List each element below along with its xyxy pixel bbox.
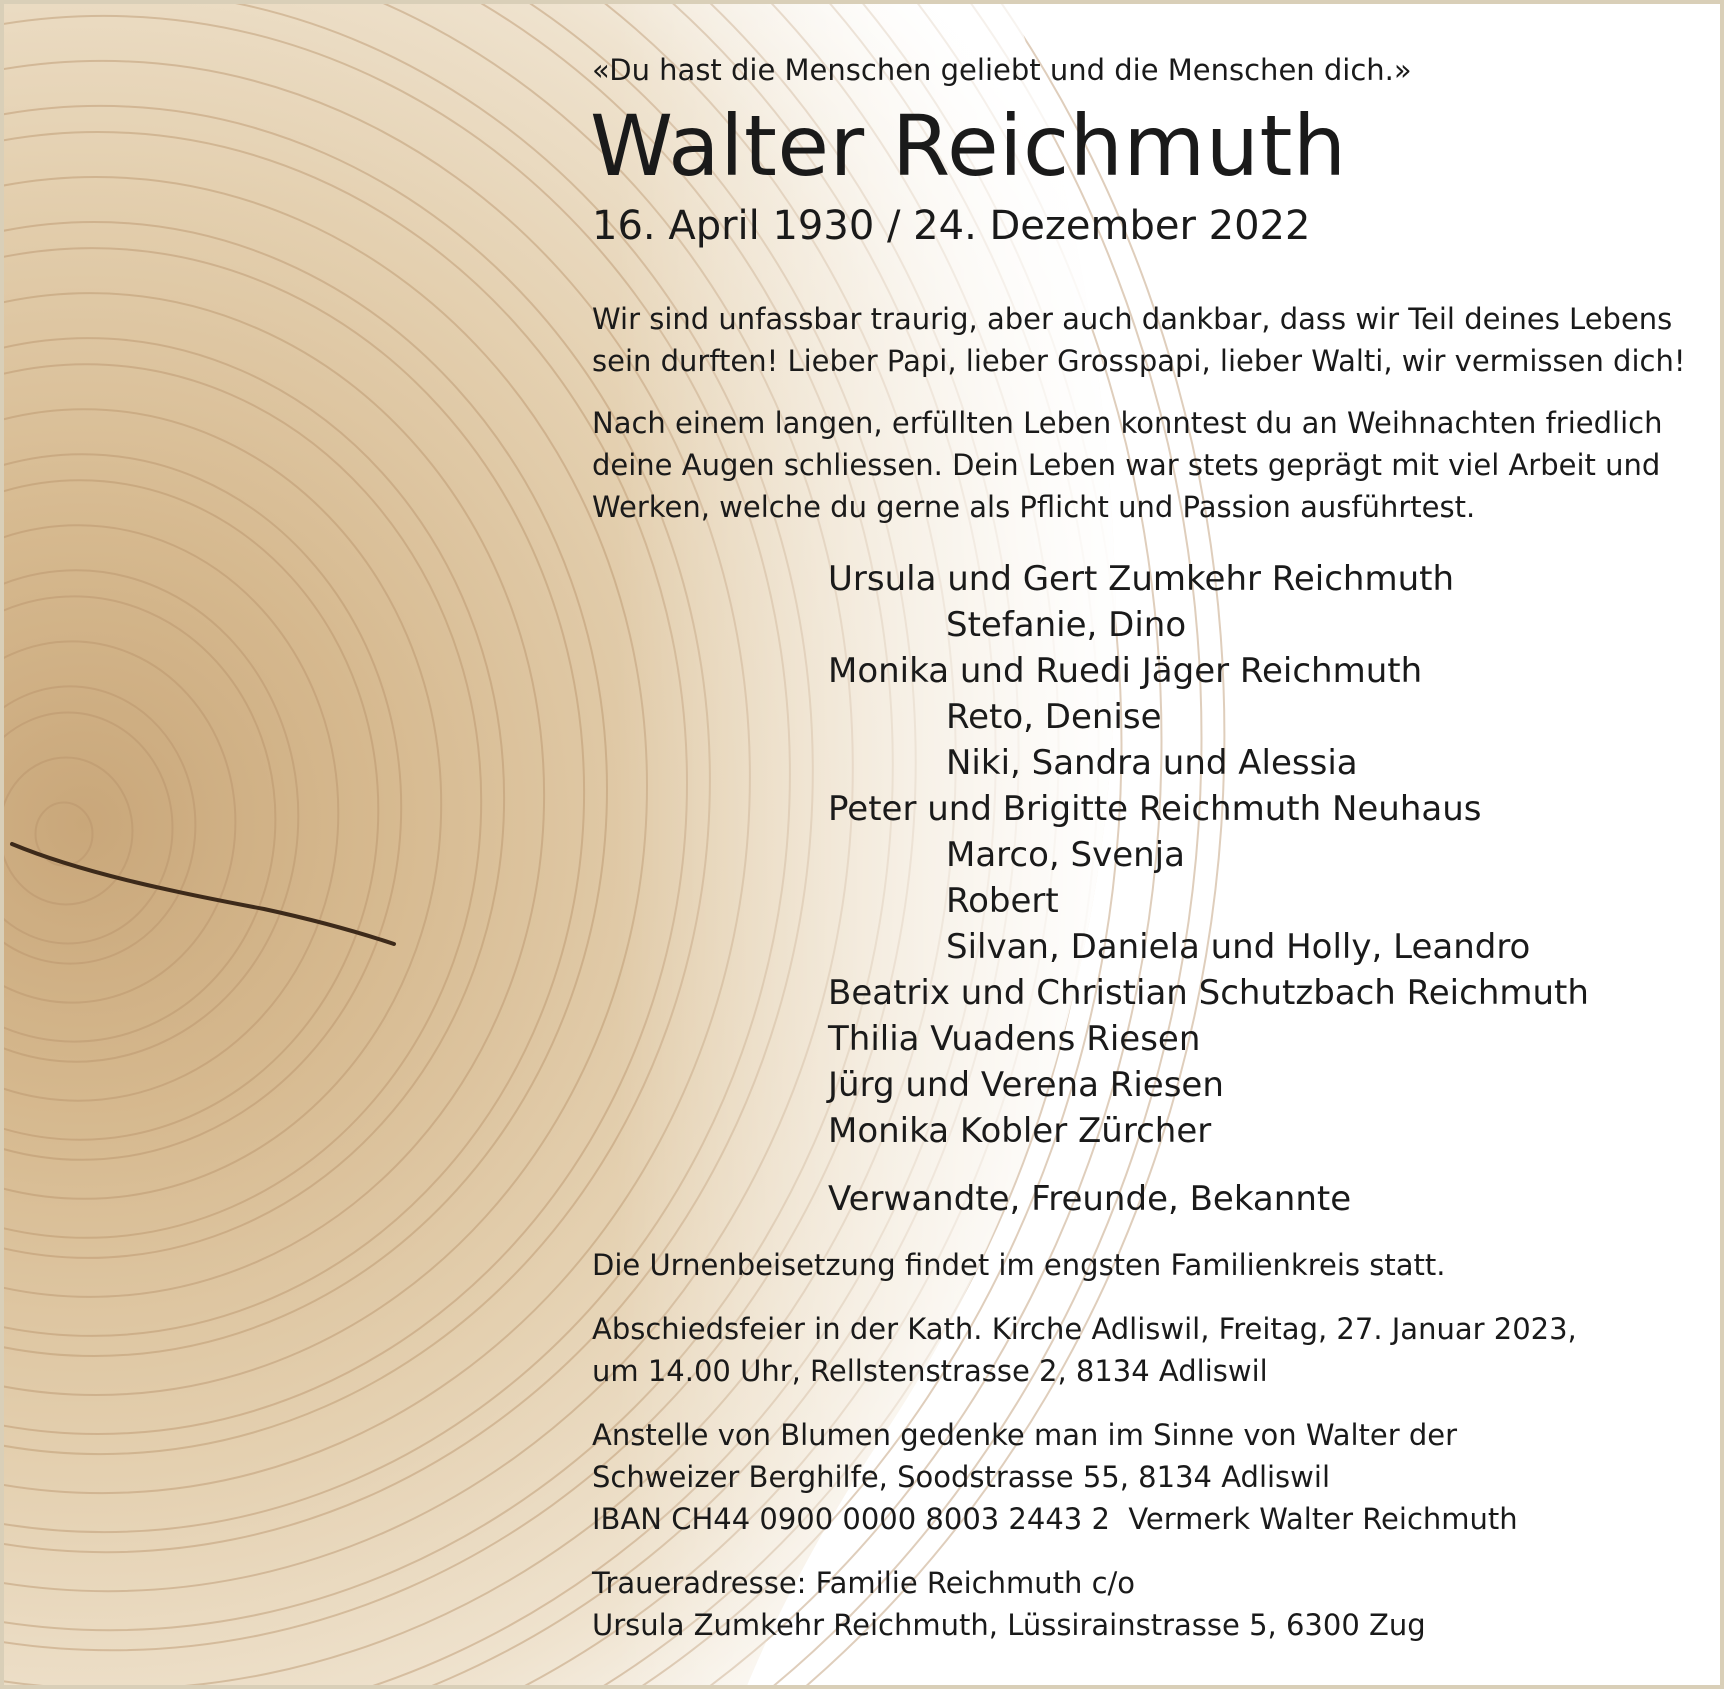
- mourner-family: Monika Kobler Zürcher: [828, 1111, 1212, 1151]
- text-line: Traueradresse: Familie Reichmuth c/o: [592, 1566, 1136, 1600]
- mourning-address: [592, 1562, 1702, 1646]
- ceremony-notice: [592, 1308, 1702, 1392]
- mourner-family: Monika und Ruedi Jäger Reichmuth: [828, 651, 1423, 691]
- life-dates: 16. April 1930 / 24. Dezember 2022: [592, 203, 1311, 249]
- text-line: Werken, welche du gerne als Pflicht und Passion ausführtest.: [592, 490, 1476, 524]
- mourner-family: Jürg und Verena Riesen: [828, 1065, 1224, 1105]
- tribute-paragraph-2: [592, 402, 1702, 528]
- mourner-child: Marco, Svenja: [946, 835, 1185, 875]
- text-line: Schweizer Berghilfe, Soodstrasse 55, 8134 Adliswil: [592, 1460, 1330, 1494]
- text-line: IBAN CH44 0900 0000 8003 2443 2 Vermerk Walter Reichmuth: [592, 1502, 1518, 1536]
- text-line: deine Augen schliessen. Dein Leben war stets geprägt mit viel Arbeit und: [592, 448, 1661, 482]
- text-line: Nach einem langen, erfüllten Leben konntest du an Weihnachten friedlich: [592, 406, 1663, 440]
- mourner-family: Peter und Brigitte Reichmuth Neuhaus: [828, 789, 1482, 829]
- text-line: Wir sind unfassbar traurig, aber auch dankbar, dass wir Teil deines Lebens: [592, 302, 1673, 336]
- text-line: sein durften! Lieber Papi, lieber Grosspapi, lieber Walti, wir vermissen dich!: [592, 344, 1686, 378]
- mourners-list: [828, 556, 1702, 1154]
- mourner-family: Thilia Vuadens Riesen: [828, 1019, 1201, 1059]
- mourner-family: Ursula und Gert Zumkehr Reichmuth: [828, 559, 1455, 599]
- mourner-child: Robert: [946, 881, 1059, 921]
- text-line: Anstelle von Blumen gedenke man im Sinne von Walter der: [592, 1418, 1458, 1452]
- relatives-friends-line: Verwandte, Freunde, Bekannte: [828, 1179, 1352, 1219]
- mourner-child: Reto, Denise: [946, 697, 1162, 737]
- mourner-child: Stefanie, Dino: [946, 605, 1187, 645]
- text-line: Ursula Zumkehr Reichmuth, Lüssirainstrasse 5, 6300 Zug: [592, 1608, 1426, 1642]
- text-line: Abschiedsfeier in der Kath. Kirche Adliswil, Freitag, 27. Januar 2023,: [592, 1312, 1577, 1346]
- text-line: um 14.00 Uhr, Rellstenstrasse 2, 8134 Adliswil: [592, 1354, 1268, 1388]
- burial-notice: Die Urnenbeisetzung findet im engsten Familienkreis statt.: [592, 1248, 1446, 1282]
- mourner-family: Beatrix und Christian Schutzbach Reichmuth: [828, 973, 1589, 1013]
- mourner-child: Silvan, Daniela und Holly, Leandro: [946, 927, 1531, 967]
- deceased-name: Walter Reichmuth: [590, 97, 1347, 195]
- mourner-child: Niki, Sandra und Alessia: [946, 743, 1358, 783]
- motto-quote: «Du hast die Menschen geliebt und die Menschen dich.»: [592, 53, 1412, 87]
- donation-notice: [592, 1414, 1702, 1540]
- tribute-paragraph-1: [592, 298, 1702, 382]
- notice-text: [592, 50, 1702, 1646]
